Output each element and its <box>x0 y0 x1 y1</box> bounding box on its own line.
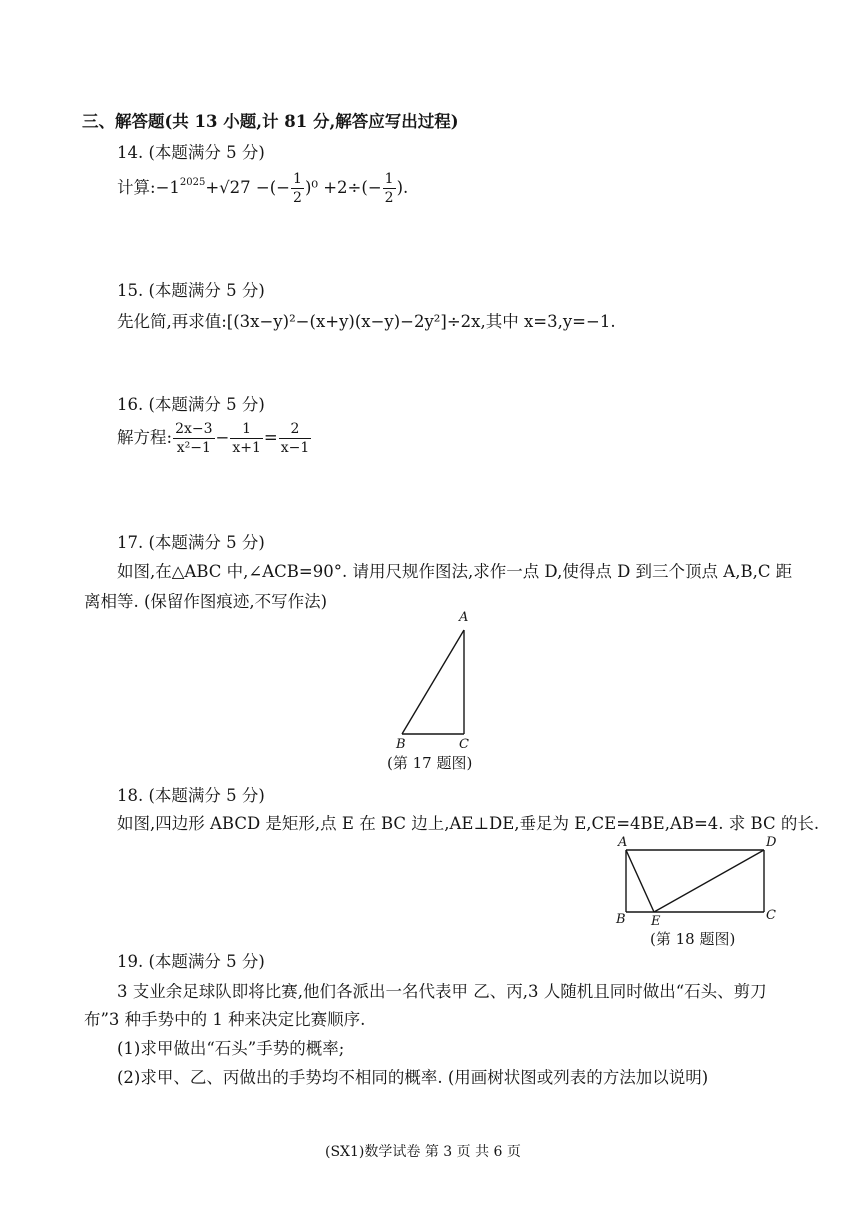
q14-exponent: 2025 <box>179 177 206 188</box>
q14-heading: 14. (本题满分 5 分) <box>117 143 265 162</box>
q16-f2-num: 1 <box>230 420 263 439</box>
q16-f3-num: 2 <box>279 420 312 439</box>
q16-fraction-2 <box>230 420 263 457</box>
section-header: 三、解答题(共 13 小题,计 81 分,解答应写出过程) <box>82 112 459 131</box>
q14-after-power: +√27 −(− <box>205 178 291 197</box>
q16-f3-den: x−1 <box>280 440 310 456</box>
page-footer: (SX1)数学试卷 第 3 页 共 6 页 <box>325 1144 521 1160</box>
q19-line1: 3 支业余足球队即将比赛,他们各派出一名代表甲 乙、丙,3 人随机且同时做出“石头、剪刀 <box>117 982 767 1001</box>
q18-label-a: A <box>618 835 628 850</box>
q18-rectangle-figure <box>612 838 782 923</box>
q17-side-ab <box>402 630 464 734</box>
q19-line2: 布”3 种手势中的 1 种来决定比赛顺序. <box>84 1010 366 1029</box>
q18-label-d: D <box>766 835 777 850</box>
q14-minus-one: −1 <box>155 178 180 197</box>
q16-f1-num: 2x−3 <box>175 421 213 437</box>
q16-equals: = <box>263 428 278 447</box>
q15-heading: 15. (本题满分 5 分) <box>117 281 265 300</box>
q16-fraction-1 <box>173 420 214 457</box>
q14-tail: ). <box>396 178 409 197</box>
q17-heading: 17. (本题满分 5 分) <box>117 533 265 552</box>
q17-line1: 如图,在△ABC 中,∠ACB=90°. 请用尺规作图法,求作一点 D,使得点 D 到三个顶点 A,B,C 距 <box>117 562 793 581</box>
q19-part1: (1)求甲做出“石头”手势的概率; <box>117 1039 345 1058</box>
q16-heading: 16. (本题满分 5 分) <box>117 395 265 414</box>
q14-expression <box>117 170 408 209</box>
q18-caption: (第 18 题图) <box>650 930 736 948</box>
q14-fraction-2 <box>383 170 396 207</box>
q18-label-b: B <box>616 912 626 927</box>
q17-triangle-figure <box>380 608 500 753</box>
q16-equation <box>117 418 312 458</box>
q19-part2: (2)求甲、乙、丙做出的手势均不相同的概率. (用画树状图或列表的方法加以说明) <box>117 1068 709 1087</box>
q18-segment-de <box>654 850 764 912</box>
q16-f2-den: x+1 <box>232 440 261 456</box>
q19-heading: 19. (本题满分 5 分) <box>117 952 265 971</box>
q18-heading: 18. (本题满分 5 分) <box>117 786 265 805</box>
q16-f1-den: x²−1 <box>176 440 211 456</box>
q18-label-e: E <box>651 914 661 929</box>
q14-fraction-1 <box>291 170 304 207</box>
q17-label-b: B <box>396 737 406 752</box>
q14-frac1-den: 2 <box>293 190 302 206</box>
q16-prefix: 解方程: <box>117 428 173 447</box>
q17-line2: 离相等. (保留作图痕迹,不写作法) <box>84 592 328 611</box>
q14-frac2-den: 2 <box>384 190 394 206</box>
q18-segment-ae <box>626 850 654 912</box>
q17-caption: (第 17 题图) <box>387 754 473 772</box>
q16-minus: − <box>215 428 230 447</box>
q14-prefix: 计算: <box>117 178 156 197</box>
q14-zero-exp: )⁰ +2÷(− <box>304 178 382 197</box>
q17-label-c: C <box>459 737 469 752</box>
q18-label-c: C <box>766 908 776 923</box>
q16-fraction-3 <box>279 420 312 457</box>
q14-frac1-num: 1 <box>293 171 302 187</box>
q15-body: 先化简,再求值:[(3x−y)²−(x+y)(x−y)−2y²]÷2x,其中 x=3,y=−1. <box>117 312 616 331</box>
q17-label-a: A <box>459 610 469 625</box>
q14-frac2-num: 1 <box>384 171 394 187</box>
q18-body: 如图,四边形 ABCD 是矩形,点 E 在 BC 边上,AE⊥DE,垂足为 E,CE=4BE,AB=4. 求 BC 的长. <box>117 814 820 833</box>
